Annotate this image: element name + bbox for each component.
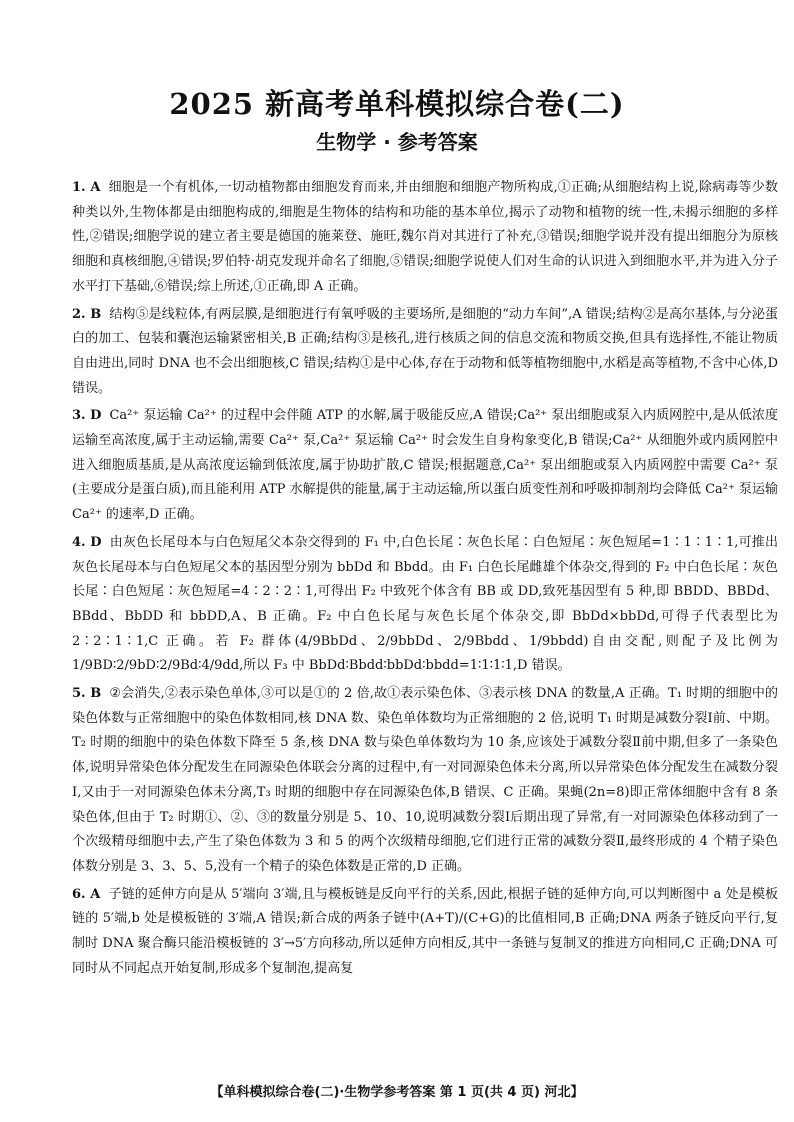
answer-item-1 <box>72 176 778 300</box>
answer-item-4 <box>72 531 778 679</box>
answer-item-2 <box>72 303 778 402</box>
answer-explanation: 细胞是一个有机体,一切动植物都由细胞发育而来,并由细胞和细胞产物所构成,①正确;从细胞结构上说,除病毒等少数种类以外,生物体都是由细胞构成的,细胞是生物体的结构和功能的基本单位,揭示了动物和植物的统一性,未揭示细胞的多样性,②错误;细胞学说的建立者主要是德国的施莱登、施旺,魏尔肖对其进行了补充,③错误;细胞学说并没有提出细胞分为原核细胞和真核细胞,④错误;罗伯特·胡克发现并命名了细胞,⑤错误;细胞学说使人们对生命的认识进入到细胞水平,并为进入分子水平打下基础,⑥错误;综上所述,①正确,即 A 正确。 <box>72 180 778 294</box>
answer-explanation: 子链的延伸方向是从 5′端向 3′端,且与模板链是反向平行的关系,因此,根据子链的延伸方向,可以判断图中 a 处是模板链的 5′端,b 处是模板链的 3′端,A 错误;新合成的两条子链中(A+T)/(C+G)的比值相同,B 正确;DNA 两条子链反向平行,复制时 DNA 聚合酶只能沿模板链的 3′→5′方向移动,所以延伸方向相反,其中一条链与复制叉的推进方向相同,C 正确;DNA 可同时从不同起点开始复制,形成多个复制泡,提高复 <box>72 886 778 976</box>
answer-explanation: 由灰色长尾母本与白色短尾父本杂交得到的 F₁ 中,白色长尾∶灰色长尾∶白色短尾∶灰色短尾=1∶1∶1∶1,可推出灰色长尾母本与白色短尾父本的基因型分别为 bbDd 和 Bbdd。由 F₁ 白色长尾雌雄个体杂交,得到的 F₂ 中白色长尾∶灰色长尾∶白色短尾∶灰色短尾=4∶2∶2∶1,可得出 F₂ 中致死个体含有 BB 或 DD,致死基因型有 5 种,即 BBDD、BBDd、BBdd、BbDD 和 bbDD,A、B 正确。F₂ 中白色长尾与灰色长尾个体杂交,即 BbDd×bbDd,可得子代表型比为 2∶2∶1∶1,C 正确。若 F₂ 群体(4/9BbDd、2/9bbDd、2/9Bbdd、1/9bbdd)自由交配,则配子及比例为 1/9BD∶2/9bD∶2/9Bd∶4/9dd,所以 F₃ 中 BbDd∶Bbdd∶bbDd∶bbdd=1∶1∶1∶1,D 错误。 <box>72 534 778 674</box>
answer-item-3 <box>72 404 778 528</box>
answer-explanation: Ca²⁺ 泵运输 Ca²⁺ 的过程中会伴随 ATP 的水解,属于吸能反应,A 错误;Ca²⁺ 泵出细胞或泵入内质网腔中,是从低浓度运输至高浓度,属于主动运输,需要 Ca²⁺ 泵,Ca²⁺ 泵运输 Ca²⁺ 时会发生自身构象变化,B 错误;Ca²⁺ 从细胞外或内质网腔中进入细胞质基质,是从高浓度运输到低浓度,属于协助扩散,C 错误;根据题意,Ca²⁺ 泵出细胞或泵入内质网腔中需要 Ca²⁺ 泵(主要成分是蛋白质),而且能利用 ATP 水解提供的能量,属于主动运输,所以蛋白质变性剂和呼吸抑制剂均会降低 Ca²⁺ 泵运输 Ca²⁺ 的速率,D 正确。 <box>72 408 779 523</box>
answer-number: 1. A <box>72 180 101 195</box>
answer-explanation: ②会消失,②表示染色单体,③可以是①的 2 倍,故①表示染色体、③表示核 DNA 的数量,A 正确。T₁ 时期的细胞中的染色体数与正常细胞中的染色体数相同,核 DNA 数、染色单体数均为正常细胞的 2 倍,说明 T₁ 时期是减数分裂Ⅰ前、中期。T₂ 时期的细胞中的染色体数下降至 5 条,核 DNA 数与染色单体数均为 10 条,应该处于减数分裂Ⅱ前中期,但多了一条染色体,说明异常染色体分配发生在同源染色体联会分离的过程中,有一对同源染色体未分离,所以异常染色体分配发生在减数分裂Ⅰ,又由于一对同源染色体未分离,T₃ 时期的细胞中存在同源染色体,B 错误、C 正确。果蝇(2n=8)即正常体细胞中含有 8 条染色体,但由于 T₂ 时期①、②、③的数量分别是 5、10、10,说明减数分裂Ⅰ后期出现了异常,有一对同源染色体移动到了一个次级精母细胞中去,产生了染色体数为 3 和 5 的两个次级精母细胞,它们进行正常的减数分裂Ⅱ,最终形成的 4 个精子染色体数分别是 3、3、5、5,没有一个精子的染色体数是正常的,D 正确。 <box>72 686 778 874</box>
answer-item-6 <box>72 883 778 982</box>
answer-number: 6. A <box>72 886 101 902</box>
page-footer: 【单科模拟综合卷(二)·生物学参考答案 第 1 页(共 4 页) 河北】 <box>210 1085 584 1100</box>
answer-list <box>72 176 778 985</box>
answer-number: 4. D <box>72 534 102 550</box>
answer-number: 3. D <box>72 408 102 424</box>
answer-number: 2. B <box>72 306 102 322</box>
answer-number: 5. B <box>72 686 102 702</box>
page-title: 2025 新高考单科模拟综合卷(二) <box>169 87 625 121</box>
page-subtitle: 生物学 · 参考答案 <box>316 130 478 154</box>
answer-explanation: 结构⑤是线粒体,有两层膜,是细胞进行有氧呼吸的主要场所,是细胞的“动力车间”,A 错误;结构②是高尔基体,与分泌蛋白的加工、包装和囊泡运输紧密相关,B 正确;结构③是核孔,进行核质之间的信息交流和物质交换,但具有选择性,不能让物质自由进出,同时 DNA 也不会出细胞核,C 错误;结构①是中心体,存在于动物和低等植物细胞中,水稻是高等植物,不含中心体,D 错误。 <box>72 306 778 396</box>
answer-item-5 <box>72 682 778 880</box>
